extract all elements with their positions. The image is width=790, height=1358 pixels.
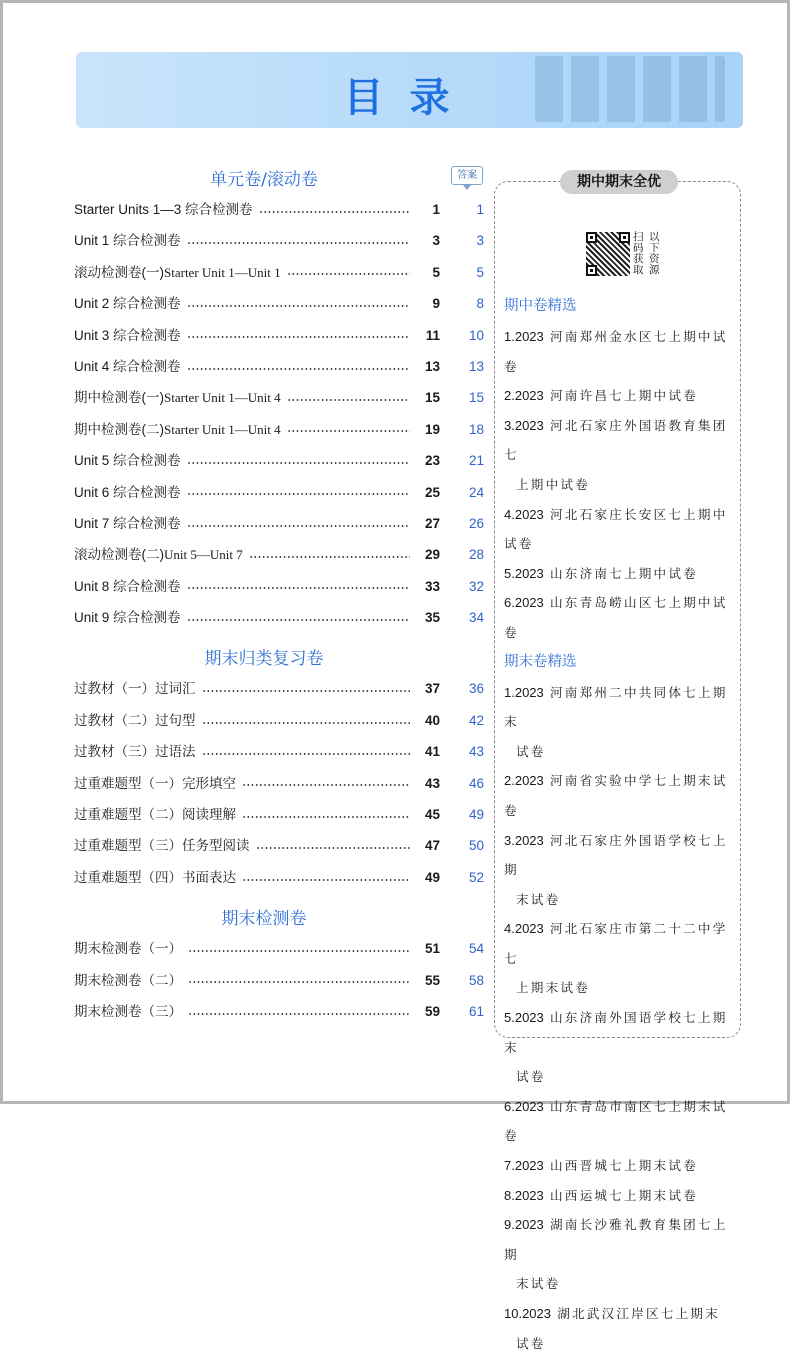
paper-title: 河南郑州二中共同体七上期末 xyxy=(504,684,728,730)
dot-leader xyxy=(187,368,410,370)
dot-leader xyxy=(242,784,410,786)
toc-answer-page: 52 xyxy=(468,869,484,885)
sidebar-paper-item[interactable] xyxy=(504,500,740,559)
paper-title: 湖北武汉江岸区七上期末 xyxy=(557,1306,720,1321)
sidebar-paper-item[interactable] xyxy=(504,559,740,589)
paper-number: 4.2023 xyxy=(504,921,544,937)
toc-page-number: 29 xyxy=(424,547,440,563)
toc-answer-page: 18 xyxy=(468,421,484,437)
toc-entry-title xyxy=(74,445,181,476)
toc-entry[interactable] xyxy=(74,477,484,508)
paper-number: 4.2023 xyxy=(504,506,544,522)
qr-caption-char: 资 xyxy=(649,253,660,265)
toc-entry[interactable] xyxy=(74,288,484,319)
toc-entry-title-en: Starter Unit 1—Unit 4 xyxy=(164,421,281,437)
toc-entry[interactable] xyxy=(74,705,484,736)
toc-main xyxy=(74,166,484,1027)
sidebar-paper-item[interactable] xyxy=(504,322,740,381)
toc-entry-title-zh: 期中检测卷(一) xyxy=(74,390,164,406)
qr-block xyxy=(586,232,663,276)
toc-answer-page: 36 xyxy=(468,681,484,697)
toc-page-number: 19 xyxy=(424,421,440,437)
paper-title: 山东青岛市南区七上期末试卷 xyxy=(504,1098,728,1144)
toc-entry-title xyxy=(74,602,181,633)
toc-answer-page: 15 xyxy=(468,390,484,406)
toc-entry-title-zh: 期末检测卷（二） xyxy=(74,972,182,988)
paper-title: 河北石家庄市第二十二中学七 xyxy=(504,921,728,966)
toc-entry-title xyxy=(74,194,253,225)
paper-title-continued: 试卷 xyxy=(516,1335,546,1351)
toc-page-number: 9 xyxy=(432,296,440,312)
toc-entry[interactable] xyxy=(74,445,484,476)
toc-page-number: 13 xyxy=(424,358,440,374)
toc-answer-page: 24 xyxy=(468,484,484,500)
toc-entry[interactable] xyxy=(74,602,484,633)
dot-leader xyxy=(256,847,411,849)
section-heading: 单元卷/滚动卷 xyxy=(210,170,318,190)
sidebar-paper-item[interactable] xyxy=(504,381,740,411)
toc-entry[interactable] xyxy=(74,862,484,893)
toc-entry[interactable] xyxy=(74,830,484,861)
toc-entry-title-zh: Unit 6 综合检测卷 xyxy=(74,484,181,500)
sidebar-paper-item[interactable] xyxy=(504,1299,740,1358)
toc-page-number: 47 xyxy=(424,838,440,854)
toc-entry-title-zh: Unit 4 综合检测卷 xyxy=(74,358,181,374)
paper-title: 山东济南七上期中试卷 xyxy=(549,565,698,581)
toc-answer-page: 46 xyxy=(468,775,484,791)
paper-number: 1.2023 xyxy=(504,329,544,344)
toc-answer-page: 42 xyxy=(468,712,484,728)
toc-entry[interactable] xyxy=(74,257,484,288)
paper-title: 山西晋城七上期末试卷 xyxy=(549,1158,698,1174)
section-gap xyxy=(74,633,484,645)
toc-entry-title-zh: 过教材（二）过句型 xyxy=(74,712,196,728)
toc-answer-page: 34 xyxy=(468,610,484,626)
sidebar-paper-item[interactable] xyxy=(504,588,740,647)
toc-entry[interactable] xyxy=(74,768,484,799)
toc-page-number: 41 xyxy=(424,744,440,760)
page-title: 目录 xyxy=(343,75,476,121)
section-heading: 期末检测卷 xyxy=(221,909,307,930)
toc-entry-title xyxy=(74,799,236,830)
toc-answer-page: 32 xyxy=(468,578,484,594)
toc-entry-title-zh: Unit 3 综合检测卷 xyxy=(74,327,181,343)
sidebar-paper-item[interactable] xyxy=(504,826,740,915)
sidebar-paper-item[interactable] xyxy=(504,1210,740,1299)
toc-answer-page: 3 xyxy=(476,233,484,249)
paper-title-continued: 上期中试卷 xyxy=(516,476,590,492)
toc-answer-page: 13 xyxy=(468,358,484,374)
sidebar-list xyxy=(504,292,740,1358)
toc-answer-page: 1 xyxy=(476,202,484,217)
sidebar-paper-item[interactable] xyxy=(504,1151,740,1181)
paper-number: 1.2023 xyxy=(504,684,544,700)
toc-answer-page: 21 xyxy=(468,453,484,469)
toc-entry[interactable] xyxy=(74,320,484,351)
toc-entry-title-en: Starter Unit 1—Unit 1 xyxy=(164,264,281,280)
toc-answer-page: 8 xyxy=(476,296,484,312)
toc-entry[interactable] xyxy=(74,933,484,964)
toc-page-number: 51 xyxy=(424,941,440,957)
section-heading: 期末归类复习卷 xyxy=(204,649,324,670)
toc-answer-page: 10 xyxy=(468,327,484,343)
qr-caption-char: 取 xyxy=(633,264,644,276)
toc-page-number: 45 xyxy=(424,807,440,823)
dot-leader xyxy=(187,305,410,307)
toc-page-number: 59 xyxy=(424,1003,440,1019)
toc-entry-title xyxy=(74,705,196,736)
toc-entry-title xyxy=(74,320,181,351)
dot-leader xyxy=(287,399,410,401)
sidebar-paper-item[interactable] xyxy=(504,1092,740,1151)
toc-entry-title xyxy=(74,996,182,1027)
dot-leader xyxy=(187,242,410,244)
toc-entry-title xyxy=(74,673,196,704)
toc-entry-title xyxy=(74,414,281,445)
toc-entry-title xyxy=(74,768,236,799)
toc-page-number: 33 xyxy=(424,578,440,594)
paper-number: 5.2023 xyxy=(504,565,544,581)
dot-leader xyxy=(242,879,410,881)
toc-answer-page: 26 xyxy=(468,515,484,531)
toc-entry[interactable] xyxy=(74,673,484,704)
toc-entry-title xyxy=(74,288,181,319)
toc-entry[interactable] xyxy=(74,799,484,830)
dot-leader xyxy=(187,336,410,338)
dot-leader xyxy=(187,619,410,621)
toc-entry-title-zh: 过教材（三）过语法 xyxy=(74,744,196,760)
qr-caption-char: 下 xyxy=(649,242,660,254)
toc-page-number: 23 xyxy=(424,453,440,469)
toc-page-number: 55 xyxy=(424,972,440,988)
paper-title-continued: 末试卷 xyxy=(516,891,561,907)
dot-leader xyxy=(187,462,410,464)
toc-entry-title-zh: Unit 2 综合检测卷 xyxy=(74,296,181,312)
toc-entry[interactable] xyxy=(74,414,484,445)
qr-caption-char: 以 xyxy=(649,231,660,243)
toc-page-number: 49 xyxy=(424,869,440,885)
toc-entry-title-zh: 滚动检测卷(二) xyxy=(74,547,164,563)
toc-entry[interactable] xyxy=(74,194,484,225)
paper-title: 山东青岛崂山区七上期中试卷 xyxy=(504,595,728,640)
toc-entry-title xyxy=(74,257,281,288)
toc-entry-title-zh: 过重难题型（二）阅读理解 xyxy=(74,807,236,823)
dot-leader xyxy=(187,525,410,527)
paper-title: 河北石家庄外国语学校七上期 xyxy=(504,832,728,878)
sidebar-title: 期中期末全优 xyxy=(560,170,678,194)
title-banner xyxy=(76,52,743,128)
sidebar-paper-item[interactable] xyxy=(504,766,740,825)
paper-title: 山西运城七上期末试卷 xyxy=(549,1187,698,1203)
sidebar-paper-item[interactable] xyxy=(504,1181,740,1211)
toc-entry[interactable] xyxy=(74,539,484,570)
toc-answer-page: 43 xyxy=(468,744,484,760)
sidebar-paper-item[interactable] xyxy=(504,914,740,1003)
sidebar-paper-item[interactable] xyxy=(504,411,740,500)
toc-entry-title-zh: 过重难题型（一）完形填空 xyxy=(74,775,236,791)
toc-answer-page: 54 xyxy=(468,941,484,957)
toc-entry-title-zh: 过重难题型（三）任务型阅读 xyxy=(74,838,250,854)
toc-entry-title xyxy=(74,477,181,508)
paper-number: 6.2023 xyxy=(504,1098,544,1114)
toc-entry-title xyxy=(74,351,181,382)
dot-leader xyxy=(202,722,411,724)
dot-leader xyxy=(188,1013,410,1015)
paper-title-continued: 试卷 xyxy=(516,1069,546,1085)
qr-code-icon[interactable] xyxy=(586,232,630,276)
toc-entry-title-zh: 过教材（一）过词汇 xyxy=(74,681,196,697)
toc-entry[interactable] xyxy=(74,508,484,539)
toc-entry[interactable] xyxy=(74,996,484,1027)
dot-leader xyxy=(188,950,410,952)
paper-title: 河南省实验中学七上期末试卷 xyxy=(504,773,728,818)
toc-entry[interactable] xyxy=(74,965,484,996)
paper-title: 河北石家庄长安区七上期中试卷 xyxy=(504,506,728,552)
sidebar-group-heading: 期中卷精选 xyxy=(504,298,577,314)
paper-title-continued: 末试卷 xyxy=(516,1276,561,1292)
dot-leader xyxy=(287,430,410,432)
toc-page-number: 3 xyxy=(432,233,440,249)
dot-leader xyxy=(287,273,410,275)
paper-number: 6.2023 xyxy=(504,595,544,611)
dot-leader xyxy=(187,493,410,495)
toc-entry-title-zh: Starter Units 1—3 综合检测卷 xyxy=(74,202,253,217)
sidebar-paper-item[interactable] xyxy=(504,1003,740,1092)
toc-entry-title-zh: 期末检测卷（一） xyxy=(74,941,182,957)
dot-leader xyxy=(187,587,410,589)
toc-answer-page: 58 xyxy=(468,972,484,988)
toc-entry[interactable] xyxy=(74,571,484,602)
toc-entry-title-zh: 期中检测卷(二) xyxy=(74,421,164,437)
dot-leader xyxy=(188,981,410,983)
toc-entry-title xyxy=(74,571,181,602)
toc-entry-title-zh: Unit 8 综合检测卷 xyxy=(74,578,181,594)
toc-entry-title xyxy=(74,225,181,256)
toc-page-number: 40 xyxy=(424,712,440,728)
paper-number: 10.2023 xyxy=(504,1306,551,1321)
toc-page-number: 25 xyxy=(424,484,440,500)
toc-entry-title-en: Starter Unit 1—Unit 4 xyxy=(164,390,281,406)
toc-answer-page: 50 xyxy=(468,838,484,854)
section-gap xyxy=(74,893,484,905)
toc-answer-page: 49 xyxy=(468,807,484,823)
toc-entry-title-en: Unit 5—Unit 7 xyxy=(164,547,243,563)
paper-number: 7.2023 xyxy=(504,1158,544,1174)
toc-page-number: 5 xyxy=(432,264,440,280)
toc-entry[interactable] xyxy=(74,382,484,413)
qr-caption-char: 源 xyxy=(649,264,660,276)
paper-title: 湖南长沙雅礼教育集团七上期 xyxy=(504,1217,728,1262)
paper-number: 5.2023 xyxy=(504,1010,544,1026)
toc-page-number: 15 xyxy=(424,390,440,406)
paper-number: 2.2023 xyxy=(504,388,544,404)
dot-leader xyxy=(202,753,411,755)
sidebar-paper-item[interactable] xyxy=(504,678,740,767)
dot-leader xyxy=(259,211,410,213)
toc-page-number: 1 xyxy=(432,202,440,217)
paper-title-continued: 试卷 xyxy=(516,743,546,759)
qr-caption-char: 获 xyxy=(633,253,644,265)
toc-entry-title-zh: Unit 5 综合检测卷 xyxy=(74,453,181,469)
qr-caption-char: 扫 xyxy=(633,231,644,243)
answer-tag-icon: 答案 xyxy=(451,166,483,185)
qr-caption xyxy=(633,232,663,276)
toc-entry-title-zh: Unit 1 综合检测卷 xyxy=(74,233,181,249)
toc-answer-page: 5 xyxy=(476,264,484,280)
toc-entry-title-zh: 过重难题型（四）书面表达 xyxy=(74,869,236,885)
toc-entry-title-zh: 期末检测卷（三） xyxy=(74,1003,182,1019)
paper-title: 河南许昌七上期中试卷 xyxy=(549,388,698,404)
toc-entry-title xyxy=(74,508,181,539)
toc-answer-page: 61 xyxy=(468,1003,484,1019)
dot-leader xyxy=(242,816,410,818)
paper-title-continued: 上期末试卷 xyxy=(516,980,590,996)
dot-leader xyxy=(202,690,411,692)
toc-entry[interactable] xyxy=(74,736,484,767)
toc-page-number: 35 xyxy=(424,610,440,626)
toc-entry-title xyxy=(74,830,250,861)
toc-entry-title-zh: 滚动检测卷(一) xyxy=(74,264,164,280)
paper-number: 3.2023 xyxy=(504,417,544,433)
paper-number: 3.2023 xyxy=(504,832,544,848)
toc-page-number: 37 xyxy=(424,681,440,697)
paper-title: 河南郑州金水区七上期中试卷 xyxy=(504,329,728,374)
toc-entry-title xyxy=(74,736,196,767)
toc-entry-title-zh: Unit 9 综合检测卷 xyxy=(74,610,181,626)
paper-title: 河北石家庄外国语教育集团七 xyxy=(504,417,728,463)
toc-page-number: 27 xyxy=(424,515,440,531)
toc-page-number: 43 xyxy=(424,775,440,791)
toc-page-number: 11 xyxy=(425,327,440,343)
toc-entry-title xyxy=(74,862,236,893)
toc-entry[interactable] xyxy=(74,225,484,256)
paper-number: 9.2023 xyxy=(504,1217,544,1233)
dot-leader xyxy=(249,556,410,558)
paper-number: 2.2023 xyxy=(504,773,544,789)
toc-answer-page: 28 xyxy=(468,547,484,563)
paper-number: 8.2023 xyxy=(504,1187,544,1203)
toc-entry-title xyxy=(74,382,281,413)
toc-entry-title xyxy=(74,933,182,964)
toc-entry-title-zh: Unit 7 综合检测卷 xyxy=(74,515,181,531)
paper-title: 山东济南外国语学校七上期末 xyxy=(504,1010,728,1055)
toc-entry-title xyxy=(74,965,182,996)
toc-entry-title xyxy=(74,539,243,570)
qr-caption-char: 码 xyxy=(633,242,644,254)
toc-entry[interactable] xyxy=(74,351,484,382)
sidebar-group-heading: 期末卷精选 xyxy=(504,653,577,670)
